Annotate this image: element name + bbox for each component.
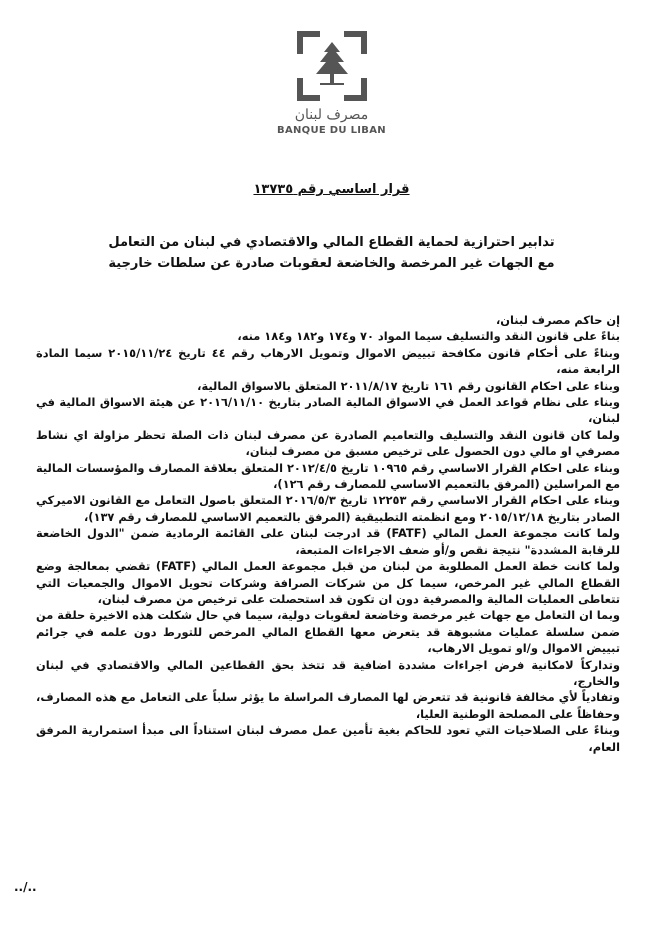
letterhead [0,28,663,136]
subject-line-2: مع الجهات غير المرخصة والخاضعة لعقوبات صادرة عن سلطات خارجية [108,256,555,271]
decision-subject [60,232,603,274]
preamble-paragraph: وبناء على احكام القرار الاساسي رقم ١٢٢٥٣ تاريخ ٢٠١٦/٥/٣ المتعلق باصول التعامل مع القانون الاميركي الصادر بتاريخ ٢٠١٥/١٢/١٨ ومع انظمته التطبيقية (المرفق بالتعميم الاساسي للمصارف رقم ١٣٧)، [36,493,621,524]
cedar-logo-icon [294,28,370,104]
preamble-paragraph: بناءً على قانون النقد والتسليف سيما المواد ٧٠ و١٧٤ و١٨٢ و١٨٤ منه، [237,329,620,344]
continuation-mark: ../.. [14,880,37,894]
preamble-paragraph: ولما كان قانون النقد والتسليف والتعاميم الصادرة عن مصرف لبنان ذات الصلة تحظر مزاولة اي نشاط مصرفي او مالي دون الحصول على ترخيص مسبق من مصرف لبنان، [36,427,620,459]
preamble-paragraph: وتفادياً لأي مخالفة قانونية قد تتعرض لها المصارف المراسلة ما يؤثر سلباً على التعامل مع هذه المصارف، وحفاظاً على المصلحة الوطنية العليا، [36,690,620,721]
preamble-paragraph: ولما كانت مجموعة العمل المالي (FATF) قد ادرجت لبنان على القائمة الرمادية ضمن "الدول الخاضعة للرقابة المشددة" نتيجة نقص و/أو ضعف الاجراءات المتبعة، [36,526,620,557]
subject-line-1: تدابير احترازية لحماية القطاع المالي والاقتصادي في لبنان من التعامل [108,235,555,250]
preamble-paragraph: وبناء على احكام القرار الاساسي رقم ١٠٩٦٥ تاريخ ٢٠١٢/٤/٥ المتعلق بعلاقة المصارف والمؤسسات المالية مع المراسلين (المرفق بالتعميم الاساسي للمصارف رقم ١٢٦)، [36,460,620,492]
preamble-paragraph: وبما ان التعامل مع جهات غير مرخصة وخاضعة لعقوبات دولية، سيما في حال شكلت هذه الاخيرة حلقة من ضمن سلسلة عمليات مشبوهة قد يتعرض معها القطاع المالي المرخص للتورط دون علمه في جرائم تبييض الاموال و/او تمويل الارهاب، [36,608,620,656]
decision-preamble [36,312,620,755]
preamble-paragraph: إن حاكم مصرف لبنان، [495,313,620,327]
preamble-paragraph: وتداركاً لامكانية فرض اجراءات مشددة اضافية قد تتخذ بحق القطاعين المالي والاقتصادي في لبنان والخارج، [36,657,620,688]
preamble-paragraph: وبناءً على أحكام قانون مكافحة تبييض الاموال وتمويل الارهاب رقم ٤٤ تاريخ ٢٠١٥/١١/٢٤ سيما المادة الرابعة منه، [36,345,620,377]
decision-title: قرار اساسي رقم ١٣٧٣٥ [253,182,410,197]
bank-name-arabic: مصرف لبنان [294,107,369,123]
preamble-paragraph: وبناء على نظام قواعد العمل في الاسواق المالية الصادر بتاريخ ٢٠١٦/١١/١٠ عن هيئة الاسواق المالية في لبنان، [36,395,620,426]
preamble-paragraph: وبناءً على الصلاحيات التي تعود للحاكم بغية تأمين عمل مصرف لبنان استناداً الى مبدأ استمرارية المرفق العام، [36,723,620,754]
preamble-paragraph: ولما كانت خطة العمل المطلوبة من لبنان من قبل مجموعة العمل المالي (FATF) تقضي بمعالجة وضع القطاع المالي غير المرخص، سيما كل من شركات الصرافة وشركات تحويل الاموال والجمعيات التي تتعاطى العمليات المالية والمصرفية دون ان تكون قد استحصلت على ترخيص من مصرف لبنان، [36,559,620,606]
preamble-paragraph: وبناء على احكام القانون رقم ١٦١ تاريخ ٢٠١١/٨/١٧ المتعلق بالاسواق المالية، [197,378,620,393]
bank-name-english: BANQUE DU LIBAN [277,125,386,136]
